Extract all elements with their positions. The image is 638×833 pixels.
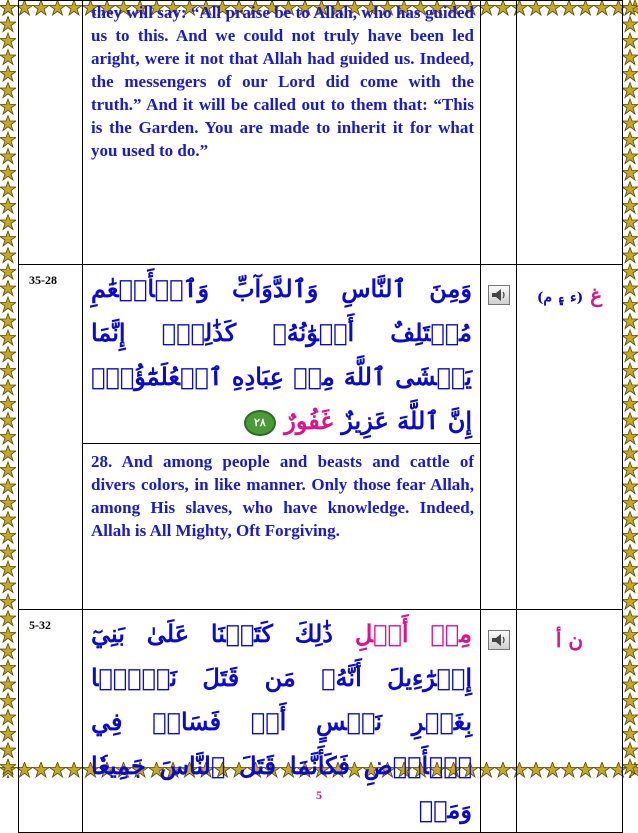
word-cell: [517, 1, 623, 265]
verse-reference: 35-28: [19, 265, 83, 610]
star-ornament: [622, 726, 638, 741]
star-ornament: [622, 347, 638, 362]
star-ornament: [622, 710, 638, 725]
star-ornament: [0, 743, 16, 758]
table-row: [19, 265, 623, 444]
star-ornament: [622, 116, 638, 131]
star-ornament: [0, 231, 16, 246]
root-letter: غ: [590, 283, 603, 307]
star-ornament: [622, 743, 638, 758]
star-ornament: [622, 149, 638, 164]
star-ornament: [622, 627, 638, 642]
star-ornament: [0, 314, 16, 329]
star-ornament: [0, 726, 16, 741]
star-ornament: [0, 627, 16, 642]
star-ornament: [0, 17, 16, 32]
root-letters-bracket: (ء ۽ م): [536, 290, 584, 306]
star-ornament: [0, 776, 16, 779]
star-ornament: [0, 363, 16, 378]
star-ornament: [622, 413, 638, 428]
star-ornament: [0, 462, 16, 477]
ayah-number-marker: ٢٨: [244, 410, 276, 436]
speaker-icon[interactable]: [488, 630, 510, 650]
star-ornament: [622, 545, 638, 560]
audio-cell: [481, 265, 517, 610]
star-ornament: [0, 396, 16, 411]
speaker-icon[interactable]: [488, 285, 510, 305]
star-ornament: [0, 132, 16, 147]
star-ornament: [0, 50, 16, 65]
arabic-highlight: غَفُورٌ: [284, 406, 333, 435]
star-ornament: [622, 594, 638, 609]
star-ornament: [622, 561, 638, 576]
page-number: 5: [316, 788, 322, 802]
star-ornament: [0, 413, 16, 428]
star-ornament: [622, 660, 638, 675]
star-ornament: [622, 297, 638, 312]
star-ornament: [622, 759, 638, 774]
star-ornament: [0, 545, 16, 560]
star-ornament: [0, 116, 16, 131]
star-ornament: [0, 611, 16, 626]
star-ornament: [0, 0, 16, 15]
star-ornament: [622, 693, 638, 708]
star-ornament: [0, 429, 16, 444]
star-ornament: [622, 281, 638, 296]
root-word-cell: [517, 265, 623, 610]
star-ornament: [622, 330, 638, 345]
star-ornament: [0, 561, 16, 576]
star-ornament: [622, 677, 638, 692]
star-ornament: [622, 429, 638, 444]
star-ornament: [622, 132, 638, 147]
star-ornament: [622, 446, 638, 461]
star-ornament: [0, 297, 16, 312]
star-ornament: [0, 677, 16, 692]
star-ornament: [622, 264, 638, 279]
arabic-text: ذَٰلِكَ كَتَبۡنَا عَلَىٰ بَنِيٓ إِسۡرَٰٓءِيلَ أَنَّهُۥ مَن قَتَلَ نَفۡسَۢا بِغَيۡرِ نَفۡسٍ أَوۡ فَسَادٖ فِي ٱلۡأَرۡضِ فَكَأَنَّمَا قَتَلَ ٱلنَّاسَ جَمِيعٗا وَمَنۡ: [91, 619, 472, 824]
star-ornament: [0, 215, 16, 230]
star-ornament: [0, 644, 16, 659]
star-ornament: [622, 99, 638, 114]
star-ornament: [0, 248, 16, 263]
root-letters: ن أ: [555, 628, 584, 652]
star-ornament: [0, 198, 16, 213]
star-ornament: [622, 644, 638, 659]
star-ornament: [0, 182, 16, 197]
star-ornament: [0, 710, 16, 725]
star-ornament: [622, 314, 638, 329]
english-translation: they will say: “All praise be to Allah, who has guided us to this. And we could not truly have been led aright, were it not that Allah had guided us. Indeed, the messengers of our Lord did come with the truth.” And it will be called out to them that: “This is the Garden. You are made to inherit it for what you used to do.”: [83, 1, 481, 265]
star-ornament: [0, 446, 16, 461]
star-ornament: [0, 264, 16, 279]
verse-reference: 5-32: [19, 610, 83, 833]
star-ornament: [622, 165, 638, 180]
star-ornament: [622, 83, 638, 98]
translation-table: [18, 0, 623, 833]
star-ornament: [0, 83, 16, 98]
star-ornament: [622, 396, 638, 411]
star-ornament: [0, 578, 16, 593]
star-ornament: [0, 660, 16, 675]
star-ornament: [622, 611, 638, 626]
star-ornament: [0, 594, 16, 609]
star-ornament: [0, 759, 16, 774]
star-ornament: [0, 330, 16, 345]
star-ornament: [0, 149, 16, 164]
star-ornament: [0, 33, 16, 48]
star-ornament: [622, 50, 638, 65]
star-ornament: [0, 165, 16, 180]
star-ornament: [622, 462, 638, 477]
star-ornament: [622, 495, 638, 510]
english-translation: 28. And among people and beasts and cattle of divers colors, in like manner. Only those fear Allah, among His slaves, who have knowledge. Indeed, Allah is All Mighty, Oft Forgiving.: [83, 444, 481, 610]
star-ornament: [0, 66, 16, 81]
star-ornament: [622, 512, 638, 527]
star-ornament: [0, 99, 16, 114]
star-border-right: [622, 0, 638, 778]
star-ornament: [622, 248, 638, 263]
star-ornament: [622, 231, 638, 246]
table-row: [19, 1, 623, 265]
star-ornament: [622, 380, 638, 395]
star-border-left: [0, 0, 16, 778]
star-ornament: [622, 528, 638, 543]
star-ornament: [0, 512, 16, 527]
star-ornament: [0, 347, 16, 362]
star-ornament: [622, 363, 638, 378]
star-ornament: [622, 479, 638, 494]
star-ornament: [622, 215, 638, 230]
star-ornament: [622, 776, 638, 779]
star-ornament: [622, 17, 638, 32]
star-ornament: [622, 182, 638, 197]
arabic-highlight: مِنۡ أَجۡلِ: [354, 619, 473, 648]
star-ornament: [622, 33, 638, 48]
star-ornament: [0, 281, 16, 296]
reference-cell: [19, 1, 83, 265]
star-ornament: [0, 528, 16, 543]
star-ornament: [0, 380, 16, 395]
star-ornament: [622, 66, 638, 81]
audio-cell: [481, 1, 517, 265]
star-ornament: [622, 0, 638, 15]
star-ornament: [622, 198, 638, 213]
star-ornament: [0, 495, 16, 510]
star-ornament: [0, 693, 16, 708]
star-ornament: [622, 578, 638, 593]
arabic-verse: [83, 265, 481, 444]
arabic-text: وَمِنَ ٱلنَّاسِ وَٱلدَّوَآبِّ وَٱلۡأَنۡعَٰمِ مُخۡتَلِفٌ أَلۡوَٰنُهُۥ كَذَٰلِكَۗ إِنَّمَا يَخۡشَى ٱللَّهَ مِنۡ عِبَادِهِ ٱلۡعُلَمَٰٓؤُاْۗ إِنَّ ٱللَّهَ عَزِيزٌ: [91, 274, 472, 435]
star-ornament: [0, 479, 16, 494]
